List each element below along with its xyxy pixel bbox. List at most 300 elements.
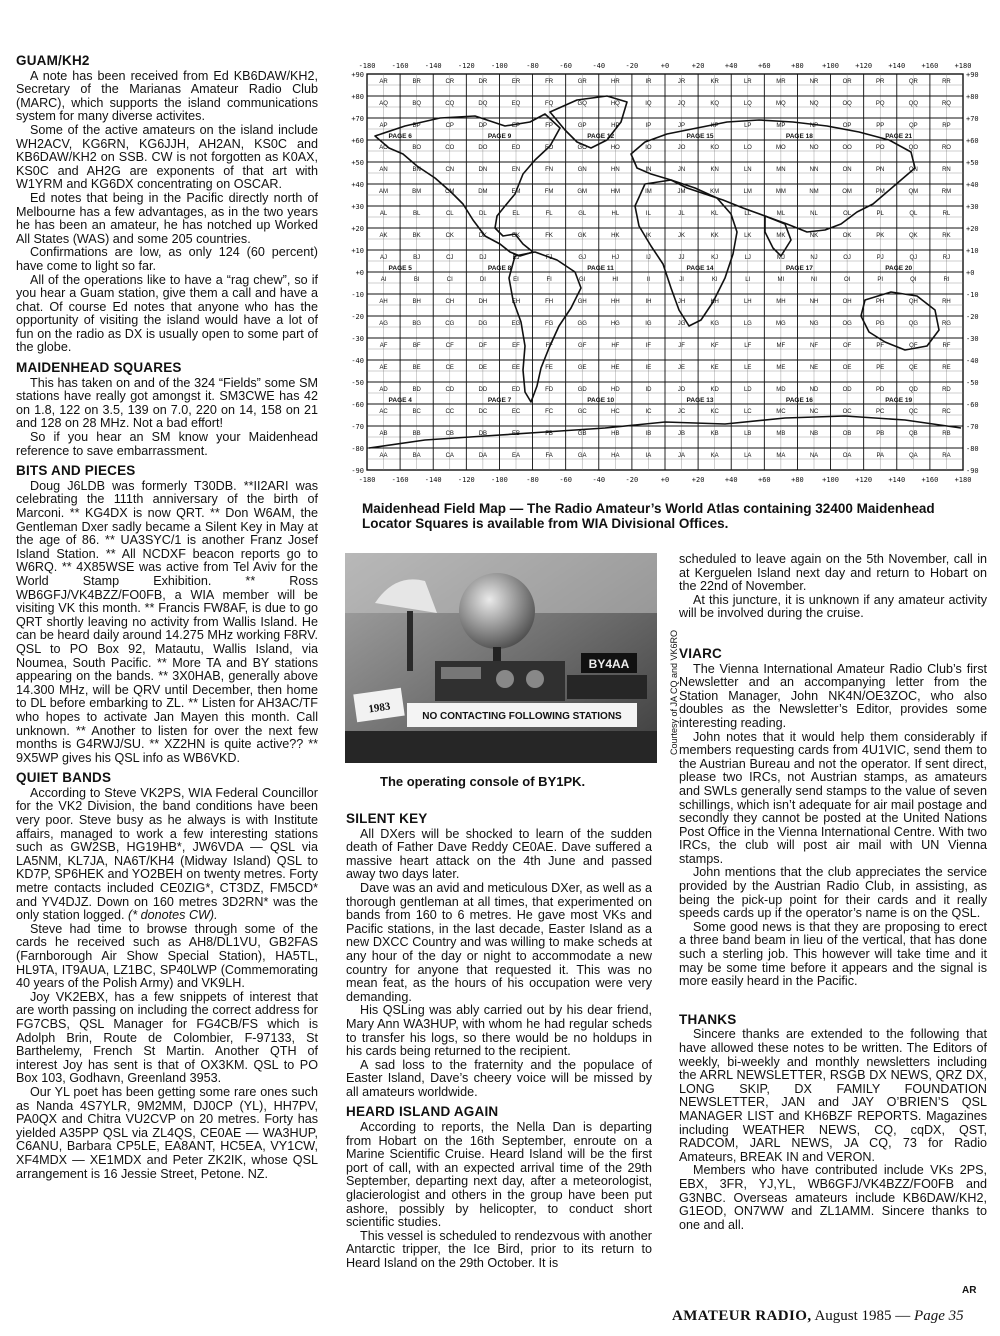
latitude-label-left: +0: [355, 269, 364, 277]
field-label: IG: [645, 321, 652, 328]
field-label: JN: [677, 167, 686, 174]
field-label: IA: [645, 453, 652, 460]
field-label: PB: [876, 431, 885, 438]
guam-paragraph: All of the operations like to have a “rag chew”, so if you hear a Guam station, give them a call and have a chat. Of course Ed notes that anyone who has the opportunity of visiting the island would have a lot of fun on the radio as DX is usually open to some part of the globe.: [16, 272, 318, 355]
field-label: EM: [511, 189, 521, 196]
field-label: AB: [379, 431, 388, 438]
field-label: PN: [876, 167, 885, 174]
field-label: AA: [379, 453, 388, 460]
field-label: FE: [545, 365, 553, 372]
silent-key-paragraph: Dave was an avid and meticulous DXer, as well as a thorough gentleman at all times, that experimented on bands from 160 to 6 metres. He gave most VKs and Pacific stations, in the last decade, Easter Island as a new DXCC Country and was willing to make scheds at any hour of the day or night to accommodate a new country for anyone that requested it. This was no mean feat, as the hours of his occupation were very demanding.: [346, 880, 652, 1004]
field-label: BQ: [412, 101, 422, 108]
field-label: BO: [412, 145, 422, 152]
field-label: NC: [809, 409, 819, 416]
field-label: KD: [710, 387, 719, 394]
latitude-label-right: +80: [966, 93, 979, 101]
field-label: AO: [379, 145, 388, 152]
field-label: FB: [545, 431, 553, 438]
field-label: JB: [678, 431, 686, 438]
field-label: CQ: [445, 101, 455, 108]
field-label: QP: [908, 123, 918, 130]
field-label: NI: [811, 277, 817, 284]
field-label: IJ: [646, 255, 651, 262]
field-label: EE: [511, 365, 521, 372]
latitude-label-left: +90: [351, 71, 364, 79]
field-label: QM: [908, 189, 919, 196]
longitude-label-bottom: -40: [592, 476, 606, 484]
photo-caption: The operating console of BY1PK.: [380, 774, 586, 789]
field-label: FD: [545, 387, 554, 394]
field-label: KH: [710, 299, 719, 306]
field-label: BP: [412, 123, 421, 130]
field-label: MK: [776, 233, 786, 240]
field-label: MN: [776, 167, 786, 174]
field-label: ME: [776, 365, 786, 372]
field-label: LP: [744, 123, 752, 130]
field-label: QG: [908, 321, 919, 328]
field-label: RM: [941, 189, 952, 196]
field-label: NQ: [809, 101, 819, 108]
field-label: ID: [645, 387, 652, 394]
field-label: DC: [478, 409, 488, 416]
field-label: FI: [546, 277, 552, 284]
quiet-bands-paragraph: [16, 787, 318, 923]
field-label: MF: [776, 343, 786, 350]
right-column: [679, 553, 987, 1232]
field-label: PA: [876, 453, 885, 460]
field-label: KG: [710, 321, 720, 328]
heard-island-paragraph: According to reports, the Nella Dan is departing from Hobart on the 16th September, enroute on a Marine Scientific Cruise. Heard Island will be the first port of call, with an expected arrival time of the 29th September, departing next day, after a meteorologist, glacierologist and others in the group have been put ashore, possibly by helicopter, to conduct short scientific studies.: [346, 1120, 652, 1230]
longitude-label-top: -120: [457, 62, 475, 70]
field-label: CB: [445, 431, 454, 438]
field-label: AG: [379, 321, 388, 328]
field-label: RF: [942, 343, 951, 350]
field-label: DA: [478, 453, 488, 460]
field-label: DM: [478, 189, 488, 196]
longitude-label-bottom: +120: [855, 476, 873, 484]
footer-dash: —: [895, 1308, 911, 1324]
field-label: PF: [876, 343, 885, 350]
field-label: FL: [545, 211, 553, 218]
field-label: GE: [577, 365, 587, 372]
field-label: HA: [611, 453, 620, 460]
longitude-label-top: +180: [954, 62, 972, 70]
field-label: AE: [379, 365, 388, 372]
longitude-label-top: +60: [758, 62, 771, 70]
field-label: BF: [412, 343, 421, 350]
field-label: HF: [611, 343, 620, 350]
field-label: PQ: [875, 101, 885, 108]
guam-paragraph: Some of the active amateurs on the island include WH2ACV, KG6RN, KG6JJH, AH2AN, KS0C and KB6DAW/KH2 on SSB. CW is not forgotten as K0AX, KS0C and AH2G are exponents of that art with W1YRM and KG6DX concentrating on OSCAR.: [16, 122, 318, 192]
maidenhead-paragraph: So if you hear an SM know your Maidenhead reference to save embarrassment.: [16, 430, 318, 458]
photo-credit: [664, 612, 678, 762]
field-label: KE: [710, 365, 719, 372]
field-label: EN: [511, 167, 521, 174]
longitude-label-bottom: -140: [424, 476, 442, 484]
field-label: OF: [842, 343, 852, 350]
longitude-label-top: +160: [921, 62, 939, 70]
field-label: FM: [544, 189, 554, 196]
field-label: GL: [578, 211, 587, 218]
field-label: RP: [942, 123, 951, 130]
guam-heading: GUAM/KH2: [16, 53, 90, 68]
latitude-label-right: +70: [966, 115, 979, 123]
latitude-label-left: -40: [351, 357, 364, 365]
field-label: DD: [478, 387, 488, 394]
field-label: JK: [678, 233, 686, 240]
field-label: LL: [744, 211, 752, 218]
guam-paragraph: Confirmations are low, as only 124 (60 percent) have come to light so far.: [16, 245, 318, 273]
field-label: QH: [908, 299, 918, 306]
field-label: IE: [645, 365, 652, 372]
page-label: PAGE 21: [885, 133, 913, 140]
latitude-label-left: -80: [351, 445, 364, 453]
field-label: ER: [511, 79, 521, 86]
longitude-label-bottom: +140: [888, 476, 906, 484]
latitude-label-left: +30: [351, 203, 364, 211]
latitude-label-right: +50: [966, 159, 979, 167]
page-label: PAGE 14: [686, 265, 714, 272]
field-label: LQ: [743, 101, 752, 108]
page-label: PAGE 17: [785, 265, 813, 272]
field-label: AJ: [380, 255, 388, 262]
map-caption: Maidenhead Field Map — The Radio Amateur’s World Atlas containing 32400 Maidenhead Locator Squares is available from WIA Divisional Offices.: [362, 501, 935, 531]
banner-text: NO CONTACTING FOLLOWING STATIONS: [422, 711, 622, 722]
photo-credit-text: Courtesy of JA CQ and VK6RO: [669, 629, 679, 755]
field-label: RD: [942, 387, 951, 394]
field-label: OJ: [843, 255, 851, 262]
field-label: LR: [743, 79, 752, 86]
field-label: NB: [809, 431, 819, 438]
field-label: II: [646, 277, 651, 284]
thanks-paragraph: Sincere thanks are extended to the following that have allowed these notes to be written. The Editors of weekly, bi-weekly and monthly newsletters including the ARRL NEWSLETTER, RSGB DX NEWS, QRZ DX, LONG SKIP, DX FAMILY FOUNDATION NEWSLETTER, JAN and JAY O’BRIEN’S QSL MANAGER LIST and KH6BZF REPORTS. Magazines including WEATHER NEWS, CQ, cqDX, QST, RADCOM, JARL NEWS, JA CQ, 73 for Radio Amateurs, BREAK IN and VERON.: [679, 1027, 987, 1164]
page-label: PAGE 6: [388, 133, 412, 140]
field-label: LE: [744, 365, 752, 372]
quiet-bands-paragraph: Our YL poet has been getting some rare ones such as Nanda 4S7YLR, 9M2MM, DJ0CP (YL), HH7PV, PA0QX and Chitra VU2CVP on 20 metres. Forty has yielded A35PP QSL via ZL4QS, CE0AE — WA3HUP, C6ANU, Barbara CP5LE, EA8ANT, HC5EA, VY1CW, XF4MDX — XE1MDX and Peter ZK2IK, whose QSL arrangement is 16 Jessie Street, Petone. NZ.: [16, 1084, 318, 1181]
field-label: MM: [775, 189, 786, 196]
field-label: KK: [710, 233, 719, 240]
guam-paragraph: Ed notes that being in the Pacific directly north of Melbourne has a few advantages, as in the two years he has been an amateur, he has notched up Worked All States (WAS) and some 205 countries.: [16, 190, 318, 246]
longitude-label-top: +20: [691, 62, 705, 70]
latitude-label-left: -90: [351, 467, 364, 475]
field-label: LG: [743, 321, 752, 328]
field-label: PL: [876, 211, 884, 218]
field-label: HJ: [611, 255, 620, 262]
latitude-label-right: +40: [966, 181, 979, 189]
field-label: KF: [710, 343, 719, 350]
field-label: OE: [842, 365, 852, 372]
maidenhead-field-map: [345, 56, 985, 488]
field-label: GD: [577, 387, 587, 394]
field-label: JG: [677, 321, 686, 328]
field-label: CR: [445, 79, 455, 86]
field-label: JF: [678, 343, 685, 350]
thanks-paragraph: Members who have contributed include VKs 2PS, EBX, 3FR, YJ,YL, WB6GFJ/VK4BZZ/FO0FB and G3NBC. Overseas amateurs include KB6DAW/KH2, G1EOD, ON7WW and ZL1AMM. Sincere thanks to one and all.: [679, 1163, 987, 1232]
field-label: AQ: [379, 101, 388, 108]
field-label: PJ: [876, 255, 884, 262]
heard-island-continued: scheduled to leave again on the 5th November, call in at Kerguelen Island next day and return to Hobart on the 22nd of November.: [679, 552, 987, 594]
latitude-label-right: +20: [966, 225, 979, 233]
field-label: JJ: [678, 255, 685, 262]
latitude-label-right: +30: [966, 203, 979, 211]
field-label: PI: [877, 277, 884, 284]
field-label: KN: [710, 167, 719, 174]
silent-key-paragraph: His QSLing was ably carried out by his dear friend, Mary Ann WA3HUP, with whom he had regular scheds to transfer his logs, so there would be no holdups in his cards being returned to the recipient.: [346, 1003, 652, 1059]
field-label: JQ: [677, 101, 686, 108]
field-label: CH: [445, 299, 455, 306]
field-label: CM: [445, 189, 455, 196]
page-label: PAGE 15: [686, 133, 714, 140]
field-label: HH: [610, 299, 620, 306]
field-label: RN: [942, 167, 951, 174]
field-label: JM: [677, 189, 686, 196]
longitude-label-bottom: +100: [822, 476, 839, 484]
longitude-label-top: -60: [559, 62, 572, 70]
field-label: BH: [412, 299, 421, 306]
field-label: KR: [710, 79, 719, 86]
field-label: OQ: [842, 101, 852, 108]
field-label: RL: [942, 211, 951, 218]
field-label: GF: [578, 343, 587, 350]
latitude-label-right: -80: [966, 445, 979, 453]
field-label: NH: [809, 299, 819, 306]
silent-key-paragraph: All DXers will be shocked to learn of the sudden death of Father Dave Reddy CE0AE. Dave suffered a massive heart attack on the 4th June and passed away two days later.: [346, 826, 652, 882]
latitude-label-right: -20: [966, 313, 979, 321]
field-label: ON: [842, 167, 852, 174]
latitude-label-right: +10: [966, 247, 979, 255]
field-label: KI: [711, 277, 718, 284]
field-label: MP: [776, 123, 786, 130]
longitude-label-top: -20: [625, 62, 639, 70]
latitude-label-left: +50: [351, 159, 364, 167]
field-label: EP: [511, 123, 521, 130]
field-label: CP: [445, 123, 454, 130]
latitude-label-left: -70: [351, 423, 364, 431]
field-label: FH: [545, 299, 554, 306]
latitude-label-left: -20: [351, 313, 364, 321]
field-label: FN: [545, 167, 554, 174]
field-label: JA: [678, 453, 686, 460]
field-label: KQ: [710, 101, 720, 108]
latitude-label-left: +40: [351, 181, 364, 189]
longitude-label-top: +140: [888, 62, 906, 70]
field-label: CN: [445, 167, 455, 174]
field-label: DJ: [479, 255, 487, 262]
page-label: PAGE 19: [885, 397, 913, 404]
longitude-label-bottom: +80: [791, 476, 804, 484]
longitude-label-top: +0: [660, 62, 670, 70]
field-label: BC: [412, 409, 421, 416]
longitude-label-top: +120: [855, 62, 873, 70]
field-label: FA: [545, 453, 553, 460]
field-label: LA: [744, 453, 752, 460]
field-label: ML: [776, 211, 786, 218]
field-label: BD: [412, 387, 421, 394]
field-label: MI: [777, 277, 785, 284]
field-label: LB: [744, 431, 752, 438]
field-label: HI: [612, 277, 619, 284]
field-label: CK: [445, 233, 454, 240]
field-label: DH: [478, 299, 488, 306]
cw-note: (* donotes CW).: [128, 908, 218, 923]
field-label: GH: [577, 299, 587, 306]
field-label: QI: [910, 277, 917, 284]
longitude-label-bottom: +60: [758, 476, 771, 484]
field-label: DF: [478, 343, 487, 350]
longitude-label-top: -180: [358, 62, 376, 70]
field-label: CI: [446, 277, 453, 284]
field-label: BG: [412, 321, 422, 328]
page-label: PAGE 5: [388, 265, 412, 272]
field-label: AL: [379, 211, 388, 218]
page-label: PAGE 8: [487, 265, 512, 272]
field-label: FF: [545, 343, 553, 350]
latitude-label-left: -60: [351, 401, 364, 409]
page-label: PAGE 10: [587, 397, 615, 404]
heard-island-continued: At this juncture, it is unknown if any amateur activity will be involved during the cruise.: [679, 592, 987, 621]
field-label: DB: [478, 431, 488, 438]
field-label: MO: [776, 145, 786, 152]
longitude-label-bottom: -120: [457, 476, 475, 484]
field-label: BL: [412, 211, 421, 218]
field-label: HL: [611, 211, 620, 218]
field-label: EG: [511, 321, 521, 328]
field-label: HR: [610, 79, 620, 86]
field-label: OG: [842, 321, 852, 328]
field-label: IK: [645, 233, 652, 240]
field-label: JD: [677, 387, 686, 394]
field-label: NF: [810, 343, 818, 350]
field-label: FO: [544, 145, 554, 152]
field-label: IH: [645, 299, 652, 306]
field-label: MA: [776, 453, 786, 460]
field-label: GM: [577, 189, 588, 196]
field-label: AK: [379, 233, 388, 240]
field-label: BJ: [413, 255, 421, 262]
field-label: NG: [809, 321, 819, 328]
field-label: IL: [645, 211, 651, 218]
longitude-label-bottom: +160: [921, 476, 939, 484]
latitude-label-left: -10: [351, 291, 364, 299]
field-label: QR: [908, 79, 918, 86]
longitude-label-bottom: -60: [559, 476, 572, 484]
field-label: PG: [875, 321, 885, 328]
silent-key-heading: SILENT KEY: [346, 811, 428, 826]
longitude-label-bottom: +40: [724, 476, 738, 484]
field-label: AP: [379, 123, 388, 130]
field-label: JE: [678, 365, 686, 372]
longitude-label-top: -160: [391, 62, 409, 70]
field-label: CO: [445, 145, 455, 152]
field-label: DQ: [478, 101, 488, 108]
field-label: NA: [809, 453, 819, 460]
latitude-label-left: +70: [351, 115, 364, 123]
field-label: AI: [380, 277, 387, 284]
console-photo-image: [345, 553, 657, 763]
field-label: NP: [809, 123, 819, 130]
longitude-label-bottom: +20: [691, 476, 705, 484]
field-label: QB: [908, 431, 918, 438]
field-label: BE: [412, 365, 421, 372]
field-label: CG: [445, 321, 455, 328]
field-label: GI: [579, 277, 586, 284]
field-label: MB: [776, 431, 786, 438]
field-label: NL: [810, 211, 818, 218]
maidenhead-paragraph: This has taken on and of the 324 “Fields” some SM stations have really got amongst it. SM3CWE has 42 on 1.8, 122 on 3.5, 139 on 7.0, 220 on 14, 158 on 21 and 128 on 28 MHz. Not a bad effort!: [16, 375, 318, 431]
field-label: AF: [379, 343, 388, 350]
latitude-label-left: +80: [351, 93, 364, 101]
page-footer: [672, 1308, 964, 1325]
field-label: RC: [942, 409, 951, 416]
field-label: EI: [513, 277, 519, 284]
page-label: PAGE 18: [785, 133, 813, 140]
middle-column: [346, 812, 652, 1271]
field-label: CE: [445, 365, 454, 372]
field-label: KJ: [711, 255, 719, 262]
field-label: OK: [842, 233, 852, 240]
latitude-label-left: +60: [351, 137, 364, 145]
field-label: DE: [478, 365, 488, 372]
field-label: DI: [479, 277, 486, 284]
page-label: PAGE 16: [785, 397, 813, 404]
field-label: LK: [744, 233, 752, 240]
field-label: NK: [809, 233, 819, 240]
field-label: HP: [611, 123, 620, 130]
field-label: BK: [412, 233, 421, 240]
field-label: OB: [842, 431, 852, 438]
field-label: ND: [809, 387, 819, 394]
field-label: EH: [511, 299, 521, 306]
field-label: IB: [645, 431, 652, 438]
field-label: OR: [842, 79, 852, 86]
field-label: OA: [842, 453, 852, 460]
field-label: PC: [876, 409, 885, 416]
field-label: NE: [809, 365, 819, 372]
page-label: PAGE 20: [885, 265, 913, 272]
field-label: GG: [577, 321, 587, 328]
page-label: PAGE 4: [388, 397, 412, 404]
latitude-label-left: +20: [351, 225, 364, 233]
field-label: QA: [908, 453, 918, 460]
field-label: AN: [379, 167, 388, 174]
field-label: MH: [776, 299, 786, 306]
field-label: PM: [875, 189, 885, 196]
field-label: LN: [743, 167, 752, 174]
field-label: QK: [908, 233, 918, 240]
field-label: FC: [545, 409, 554, 416]
field-label: DO: [478, 145, 488, 152]
field-label: KP: [710, 123, 719, 130]
field-label: MQ: [776, 101, 786, 108]
field-label: IQ: [645, 101, 652, 108]
longitude-label-bottom: -100: [491, 476, 508, 484]
field-label: PR: [876, 79, 885, 86]
field-label: AC: [379, 409, 388, 416]
longitude-label-bottom: -80: [526, 476, 539, 484]
field-label: DN: [478, 167, 488, 174]
field-label: HG: [610, 321, 620, 328]
latitude-label-right: -10: [966, 291, 979, 299]
longitude-label-bottom: -160: [391, 476, 409, 484]
viarc-paragraph: John mentions that the club appreciates the service provided by the Austrian Radio Club, in assisting, as being the pick-up point for their cards and it really speeds cards up if the operator’s name is on the QSL.: [679, 865, 987, 921]
field-label: RB: [942, 431, 951, 438]
field-label: DP: [478, 123, 488, 130]
field-label: KB: [710, 431, 719, 438]
page-label: PAGE 9: [487, 133, 512, 140]
field-label: DG: [478, 321, 488, 328]
field-label: OP: [842, 123, 852, 130]
field-label: QC: [908, 409, 918, 416]
